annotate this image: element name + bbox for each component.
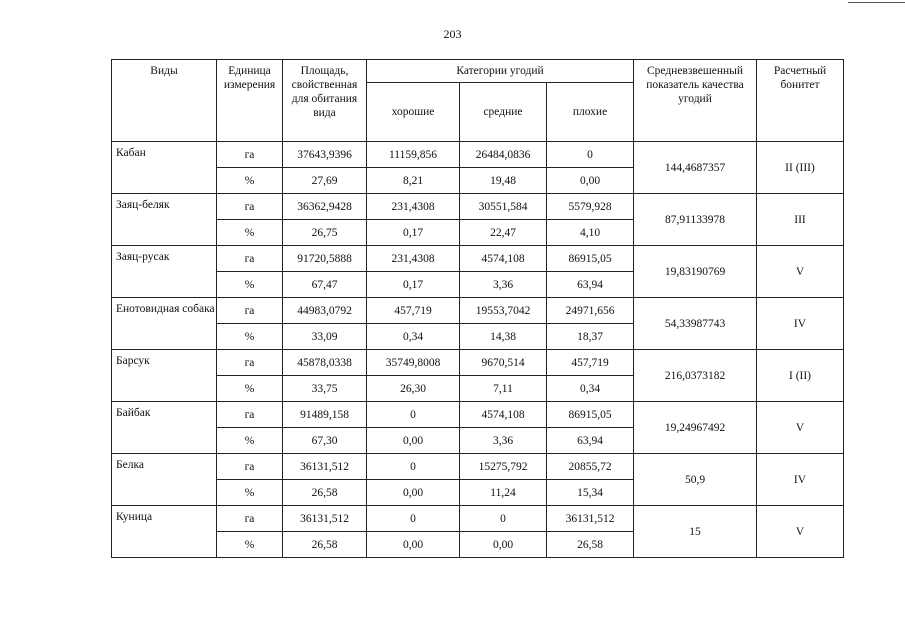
species-name: Кабан bbox=[112, 142, 217, 194]
table-row-hectares bbox=[112, 142, 844, 168]
good-percent-cell: 0,17 bbox=[367, 272, 460, 298]
good-percent-cell: 0,00 bbox=[367, 480, 460, 506]
table-header bbox=[112, 60, 844, 142]
good-percent-cell: 8,21 bbox=[367, 168, 460, 194]
bonitet-cell: IV bbox=[757, 298, 844, 350]
area-value-cell: 37643,9396 bbox=[283, 142, 367, 168]
weighted-average-cell: 54,33987743 bbox=[634, 298, 757, 350]
poor-value-cell: 5579,928 bbox=[547, 194, 634, 220]
header-weighted-average: Средневзвешенный показатель качества угодий bbox=[634, 60, 757, 142]
unit-cell: га bbox=[217, 506, 283, 532]
poor-percent-cell: 0,00 bbox=[547, 168, 634, 194]
poor-value-cell: 24971,656 bbox=[547, 298, 634, 324]
medium-value-cell: 26484,0836 bbox=[460, 142, 547, 168]
species-name: Байбак bbox=[112, 402, 217, 454]
species-name: Енотовидная собака bbox=[112, 298, 217, 350]
area-percent-cell: 26,75 bbox=[283, 220, 367, 246]
poor-value-cell: 86915,05 bbox=[547, 402, 634, 428]
medium-value-cell: 4574,108 bbox=[460, 246, 547, 272]
weighted-average-cell: 15 bbox=[634, 506, 757, 558]
area-percent-cell: 33,75 bbox=[283, 376, 367, 402]
unit-cell: % bbox=[217, 428, 283, 454]
bonitet-cell: I (II) bbox=[757, 350, 844, 402]
table-row-hectares bbox=[112, 194, 844, 220]
table-row-hectares bbox=[112, 350, 844, 376]
species-name: Барсук bbox=[112, 350, 217, 402]
table-row-hectares bbox=[112, 298, 844, 324]
table-row-hectares bbox=[112, 506, 844, 532]
header-species: Виды bbox=[112, 60, 217, 142]
area-value-cell: 91489,158 bbox=[283, 402, 367, 428]
bonitet-cell: V bbox=[757, 506, 844, 558]
good-percent-cell: 0,17 bbox=[367, 220, 460, 246]
poor-value-cell: 457,719 bbox=[547, 350, 634, 376]
area-value-cell: 44983,0792 bbox=[283, 298, 367, 324]
medium-percent-cell: 7,11 bbox=[460, 376, 547, 402]
good-value-cell: 231,4308 bbox=[367, 194, 460, 220]
medium-percent-cell: 22,47 bbox=[460, 220, 547, 246]
good-value-cell: 457,719 bbox=[367, 298, 460, 324]
medium-value-cell: 4574,108 bbox=[460, 402, 547, 428]
species-name: Белка bbox=[112, 454, 217, 506]
medium-percent-cell: 3,36 bbox=[460, 272, 547, 298]
good-value-cell: 11159,856 bbox=[367, 142, 460, 168]
table-row-hectares bbox=[112, 402, 844, 428]
area-percent-cell: 67,47 bbox=[283, 272, 367, 298]
unit-cell: % bbox=[217, 324, 283, 350]
table-row-hectares bbox=[112, 454, 844, 480]
unit-cell: га bbox=[217, 246, 283, 272]
unit-cell: % bbox=[217, 376, 283, 402]
bonitet-cell: II (III) bbox=[757, 142, 844, 194]
header-category-medium: средние bbox=[460, 83, 547, 142]
area-percent-cell: 26,58 bbox=[283, 532, 367, 558]
medium-percent-cell: 0,00 bbox=[460, 532, 547, 558]
poor-percent-cell: 26,58 bbox=[547, 532, 634, 558]
good-percent-cell: 0,34 bbox=[367, 324, 460, 350]
good-value-cell: 0 bbox=[367, 402, 460, 428]
weighted-average-cell: 50,9 bbox=[634, 454, 757, 506]
area-value-cell: 36362,9428 bbox=[283, 194, 367, 220]
unit-cell: % bbox=[217, 168, 283, 194]
poor-percent-cell: 63,94 bbox=[547, 428, 634, 454]
medium-value-cell: 30551,584 bbox=[460, 194, 547, 220]
table-body bbox=[112, 142, 844, 558]
unit-cell: га bbox=[217, 350, 283, 376]
area-percent-cell: 26,58 bbox=[283, 480, 367, 506]
medium-percent-cell: 11,24 bbox=[460, 480, 547, 506]
weighted-average-cell: 19,83190769 bbox=[634, 246, 757, 298]
medium-value-cell: 19553,7042 bbox=[460, 298, 547, 324]
unit-cell: га bbox=[217, 454, 283, 480]
area-percent-cell: 27,69 bbox=[283, 168, 367, 194]
unit-cell: га bbox=[217, 298, 283, 324]
medium-value-cell: 9670,514 bbox=[460, 350, 547, 376]
weighted-average-cell: 216,0373182 bbox=[634, 350, 757, 402]
poor-value-cell: 36131,512 bbox=[547, 506, 634, 532]
corner-rule bbox=[848, 2, 905, 3]
header-area: Площадь, свойственная для обитания вида bbox=[283, 60, 367, 142]
area-value-cell: 36131,512 bbox=[283, 454, 367, 480]
unit-cell: га bbox=[217, 142, 283, 168]
species-name: Куница bbox=[112, 506, 217, 558]
header-category-poor: плохие bbox=[547, 83, 634, 142]
table-row-hectares bbox=[112, 246, 844, 272]
unit-cell: га bbox=[217, 402, 283, 428]
medium-value-cell: 15275,792 bbox=[460, 454, 547, 480]
good-value-cell: 35749,8008 bbox=[367, 350, 460, 376]
unit-cell: % bbox=[217, 220, 283, 246]
weighted-average-cell: 144,4687357 bbox=[634, 142, 757, 194]
header-category-good: хорошие bbox=[367, 83, 460, 142]
poor-value-cell: 0 bbox=[547, 142, 634, 168]
good-percent-cell: 0,00 bbox=[367, 532, 460, 558]
bonitet-cell: V bbox=[757, 246, 844, 298]
area-percent-cell: 33,09 bbox=[283, 324, 367, 350]
poor-value-cell: 20855,72 bbox=[547, 454, 634, 480]
area-percent-cell: 67,30 bbox=[283, 428, 367, 454]
poor-percent-cell: 18,37 bbox=[547, 324, 634, 350]
good-value-cell: 0 bbox=[367, 454, 460, 480]
good-percent-cell: 0,00 bbox=[367, 428, 460, 454]
unit-cell: % bbox=[217, 532, 283, 558]
header-unit: Единица измерения bbox=[217, 60, 283, 142]
area-value-cell: 91720,5888 bbox=[283, 246, 367, 272]
medium-value-cell: 0 bbox=[460, 506, 547, 532]
good-percent-cell: 26,30 bbox=[367, 376, 460, 402]
poor-percent-cell: 4,10 bbox=[547, 220, 634, 246]
unit-cell: % bbox=[217, 272, 283, 298]
area-value-cell: 36131,512 bbox=[283, 506, 367, 532]
unit-cell: га bbox=[217, 194, 283, 220]
medium-percent-cell: 19,48 bbox=[460, 168, 547, 194]
header-bonitet: Расчетный бонитет bbox=[757, 60, 844, 142]
weighted-average-cell: 87,91133978 bbox=[634, 194, 757, 246]
bonitet-cell: V bbox=[757, 402, 844, 454]
header-categories: Категории угодий bbox=[367, 60, 634, 83]
poor-percent-cell: 63,94 bbox=[547, 272, 634, 298]
medium-percent-cell: 14,38 bbox=[460, 324, 547, 350]
poor-percent-cell: 0,34 bbox=[547, 376, 634, 402]
poor-percent-cell: 15,34 bbox=[547, 480, 634, 506]
poor-value-cell: 86915,05 bbox=[547, 246, 634, 272]
bonitet-cell: IV bbox=[757, 454, 844, 506]
weighted-average-cell: 19,24967492 bbox=[634, 402, 757, 454]
habitat-quality-table bbox=[111, 59, 844, 558]
bonitet-cell: III bbox=[757, 194, 844, 246]
unit-cell: % bbox=[217, 480, 283, 506]
species-name: Заяц-русак bbox=[112, 246, 217, 298]
species-name: Заяц-беляк bbox=[112, 194, 217, 246]
good-value-cell: 0 bbox=[367, 506, 460, 532]
page-number: 203 bbox=[443, 27, 462, 41]
area-value-cell: 45878,0338 bbox=[283, 350, 367, 376]
good-value-cell: 231,4308 bbox=[367, 246, 460, 272]
medium-percent-cell: 3,36 bbox=[460, 428, 547, 454]
